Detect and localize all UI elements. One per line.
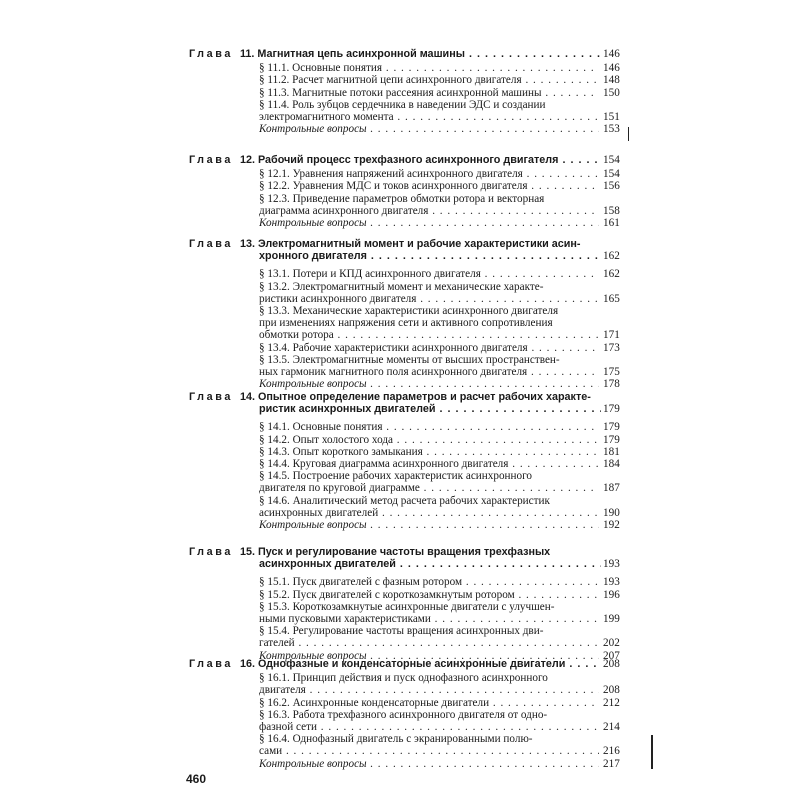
chapter-title-line (0, 238, 800, 251)
page-ref: 150 (603, 86, 620, 99)
chapter-title-line (0, 658, 800, 671)
section-line (0, 99, 800, 112)
section-line (0, 589, 800, 602)
review-questions: Контрольные вопросы . . . (259, 123, 599, 136)
section-title: § 14.1. Основные понятия . . . (259, 421, 599, 434)
review-questions: Контрольные вопросы . . . (259, 378, 599, 391)
section-title: двигателя . . . (259, 684, 599, 697)
page-ref: 179 (603, 403, 620, 416)
page-ref: 165 (603, 292, 620, 305)
section-line (0, 625, 800, 638)
section-title: § 13.2. Электромагнитный момент и механические характе- (259, 280, 544, 293)
section-line (0, 74, 800, 87)
page-ref: 151 (603, 111, 620, 123)
section-line (0, 637, 800, 650)
section-line (0, 470, 800, 483)
section-title: § 15.2. Пуск двигателей с короткозамкнутым ротором . . . (259, 589, 599, 602)
page-ref: 214 (603, 721, 620, 733)
section-line (0, 495, 800, 508)
section-line (0, 87, 800, 100)
section-line (0, 482, 800, 495)
scan-artifact-mark (651, 735, 653, 769)
section-line (0, 684, 800, 697)
section-title: § 16.2. Асинхронные конденсаторные двигатели . . . (259, 697, 599, 710)
section-title: § 16.4. Однофазный двигатель с экранированными полю- (259, 733, 533, 746)
page-ref: 217 (603, 757, 620, 770)
section-line (0, 576, 800, 589)
chapter-heading (189, 658, 601, 671)
section-line (0, 205, 800, 218)
chapter-number: 15. (239, 546, 258, 558)
section-title: § 14.3. Опыт короткого замыкания . . . (259, 446, 599, 459)
page-ref: 148 (603, 74, 620, 87)
page-ref: 173 (603, 341, 620, 354)
chapter-title: Пуск и регулирование частоты вращения трехфазных (257, 546, 551, 558)
chapter-label: Глава (189, 546, 233, 558)
section-line (0, 111, 800, 124)
scan-artifact-mark (628, 127, 629, 141)
chapter-title: хронного двигателя . . . (259, 250, 601, 263)
section-line (0, 709, 800, 722)
chapter-title: Магнитная цепь асинхронной машины (257, 48, 465, 60)
section-line (0, 745, 800, 758)
chapter-heading (189, 546, 601, 559)
page-ref: 179 (603, 433, 620, 446)
section-title: § 15.1. Пуск двигателей с фазным ротором . . . (259, 576, 599, 589)
chapter-title-line (0, 403, 800, 416)
section-title: § 13.5. Электромагнитные моменты от высших пространствен- (259, 353, 560, 366)
section-line (0, 434, 800, 447)
section-title: § 14.6. Аналитический метод расчета рабочих характеристик (259, 494, 550, 507)
section-title: § 15.4. Регулирование частоты вращения асинхронных дви- (259, 625, 544, 638)
page-ref: 154 (603, 168, 620, 181)
chapter-label: Глава (189, 238, 233, 250)
chapter-label: Глава (189, 154, 233, 166)
chapter-heading (189, 391, 601, 404)
review-questions-line (0, 758, 800, 771)
chapter-title-line (0, 558, 800, 571)
section-line (0, 354, 800, 367)
page-number: 460 (186, 772, 207, 786)
section-line (0, 672, 800, 685)
page-ref: 146 (603, 48, 620, 60)
chapter-heading (189, 238, 601, 251)
page-ref: 156 (603, 180, 620, 193)
review-questions: Контрольные вопросы . . . (259, 519, 599, 532)
chapter-title: Электромагнитный момент и рабочие характеристики асин- (257, 238, 581, 250)
chapter-title-line (0, 250, 800, 263)
chapter-title-line (0, 48, 800, 61)
section-line (0, 193, 800, 206)
chapter-number: 16. (239, 658, 258, 670)
section-line (0, 697, 800, 710)
section-title: ными пусковыми характеристиками . . . (259, 613, 599, 626)
page-ref: 196 (603, 588, 620, 601)
page-ref: 181 (603, 445, 620, 458)
section-line (0, 507, 800, 520)
review-questions-line (0, 378, 800, 391)
section-title: § 13.4. Рабочие характеристики асинхронного двигателя . . . (259, 342, 599, 355)
page-ref: 202 (603, 637, 620, 650)
page-ref: 212 (603, 696, 620, 709)
section-title: § 11.3. Магнитные потоки рассеяния асинхронной машины . . . (259, 87, 599, 100)
section-line (0, 366, 800, 379)
section-title: гателей . . . (259, 637, 599, 650)
page-ref: 171 (603, 329, 620, 342)
review-questions-line (0, 123, 800, 136)
section-line (0, 293, 800, 306)
section-line (0, 62, 800, 75)
page-ref: 153 (603, 123, 620, 136)
chapter-title-line (0, 154, 800, 167)
page-ref: 161 (603, 217, 620, 229)
page-ref: 146 (603, 62, 620, 75)
chapter-heading (189, 48, 601, 61)
chapter-number: 11. (239, 48, 258, 60)
review-questions: Контрольные вопросы . . . (259, 758, 599, 771)
section-title: § 11.1. Основные понятия . . . (259, 62, 599, 75)
page-ref: 193 (603, 558, 620, 571)
page-ref: 216 (603, 745, 620, 758)
section-title: § 13.3. Механические характеристики асинхронного двигателя (259, 305, 559, 317)
chapter-title-line (0, 391, 800, 404)
page-ref: 162 (603, 250, 620, 263)
page-ref: 175 (603, 366, 620, 378)
section-line (0, 601, 800, 614)
section-title: электромагнитного момента . . . (259, 111, 599, 124)
page-ref: 193 (603, 576, 620, 589)
section-title: ристики асинхронного двигателя . . . (259, 293, 599, 306)
review-questions-line (0, 217, 800, 230)
section-title: § 14.5. Построение рабочих характеристик асинхронного (259, 470, 533, 483)
section-title: § 16.3. Работа трехфазного асинхронного двигателя от одно- (259, 708, 548, 721)
section-line (0, 329, 800, 342)
section-line (0, 317, 800, 330)
section-title: § 11.2. Расчет магнитной цепи асинхронного двигателя . . . (259, 74, 599, 87)
page-ref: 184 (603, 458, 620, 470)
page-ref: 208 (603, 684, 620, 697)
page-ref: 192 (603, 519, 620, 531)
section-title: фазной сети . . . (259, 721, 599, 734)
chapter-title: ристик асинхронных двигателей . . . (259, 403, 601, 416)
chapter-heading (189, 154, 601, 167)
section-title: § 12.3. Приведение параметров обмотки ротора и векторная (259, 192, 545, 205)
section-title: двигателя по круговой диаграмме . . . (259, 482, 599, 495)
section-title: § 13.1. Потери и КПД асинхронного двигателя . . . (259, 268, 599, 281)
section-line (0, 721, 800, 734)
section-line (0, 458, 800, 471)
page-ref: 162 (603, 268, 620, 281)
page-ref: 158 (603, 204, 620, 217)
section-line (0, 305, 800, 318)
review-questions-line (0, 519, 800, 532)
section-title: § 12.2. Уравнения МДС и токов асинхронного двигателя . . . (259, 180, 599, 193)
chapter-label: Глава (189, 391, 233, 403)
section-title: ных гармоник магнитного поля асинхронного двигателя . . . (259, 366, 599, 379)
section-line (0, 281, 800, 294)
section-title: § 11.4. Роль зубцов сердечника в наведении ЭДС и создании (259, 98, 546, 111)
review-questions: Контрольные вопросы . . . (259, 650, 599, 663)
section-line (0, 446, 800, 459)
chapter-label: Глава (189, 48, 233, 60)
chapter-title: асинхронных двигателей . . . (259, 558, 601, 571)
section-line (0, 180, 800, 193)
chapter-number: 12. (239, 154, 258, 166)
section-line (0, 268, 800, 281)
page-ref: 207 (603, 649, 620, 662)
page-ref: 199 (603, 613, 620, 625)
section-title: асинхронных двигателей . . . (259, 507, 599, 520)
section-line (0, 613, 800, 626)
section-line (0, 421, 800, 434)
section-title: сами . . . (259, 745, 599, 758)
chapter-label: Глава (189, 658, 233, 670)
chapter-number: 13. (239, 238, 258, 250)
chapter-number: 14. (239, 391, 258, 403)
page-ref: 190 (603, 506, 620, 519)
section-title: диаграмма асинхронного двигателя . . . (259, 205, 599, 218)
section-title: § 16.1. Принцип действия и пуск однофазного асинхронного (259, 672, 548, 685)
chapter-title: Опытное определение параметров и расчет рабочих характе- (257, 391, 591, 403)
section-title: § 14.4. Круговая диаграмма асинхронного двигателя . . . (259, 458, 599, 471)
section-title: § 14.2. Опыт холостого хода . . . (259, 434, 599, 447)
section-line (0, 168, 800, 181)
page-ref: 187 (603, 482, 620, 495)
page-ref: 179 (603, 421, 620, 434)
section-title: § 15.3. Короткозамкнутые асинхронные двигатели с улучшен- (259, 600, 555, 613)
chapter-title-line (0, 546, 800, 559)
section-line (0, 733, 800, 746)
page-ref: 178 (603, 378, 620, 391)
section-title: обмотки ротора . . . (259, 329, 599, 342)
section-line (0, 342, 800, 355)
chapter-title: Рабочий процесс трехфазного асинхронного двигателя (257, 154, 559, 166)
section-title: § 12.1. Уравнения напряжений асинхронного двигателя . . . (259, 168, 599, 181)
section-title: при изменениях напряжения сети и активного сопротивления (259, 317, 553, 330)
chapter-title: Однофазные и конденсаторные асинхронные двигатели (257, 658, 566, 670)
page-ref: 154 (603, 154, 620, 166)
page-ref: 208 (603, 658, 620, 670)
review-questions: Контрольные вопросы . . . (259, 217, 599, 230)
